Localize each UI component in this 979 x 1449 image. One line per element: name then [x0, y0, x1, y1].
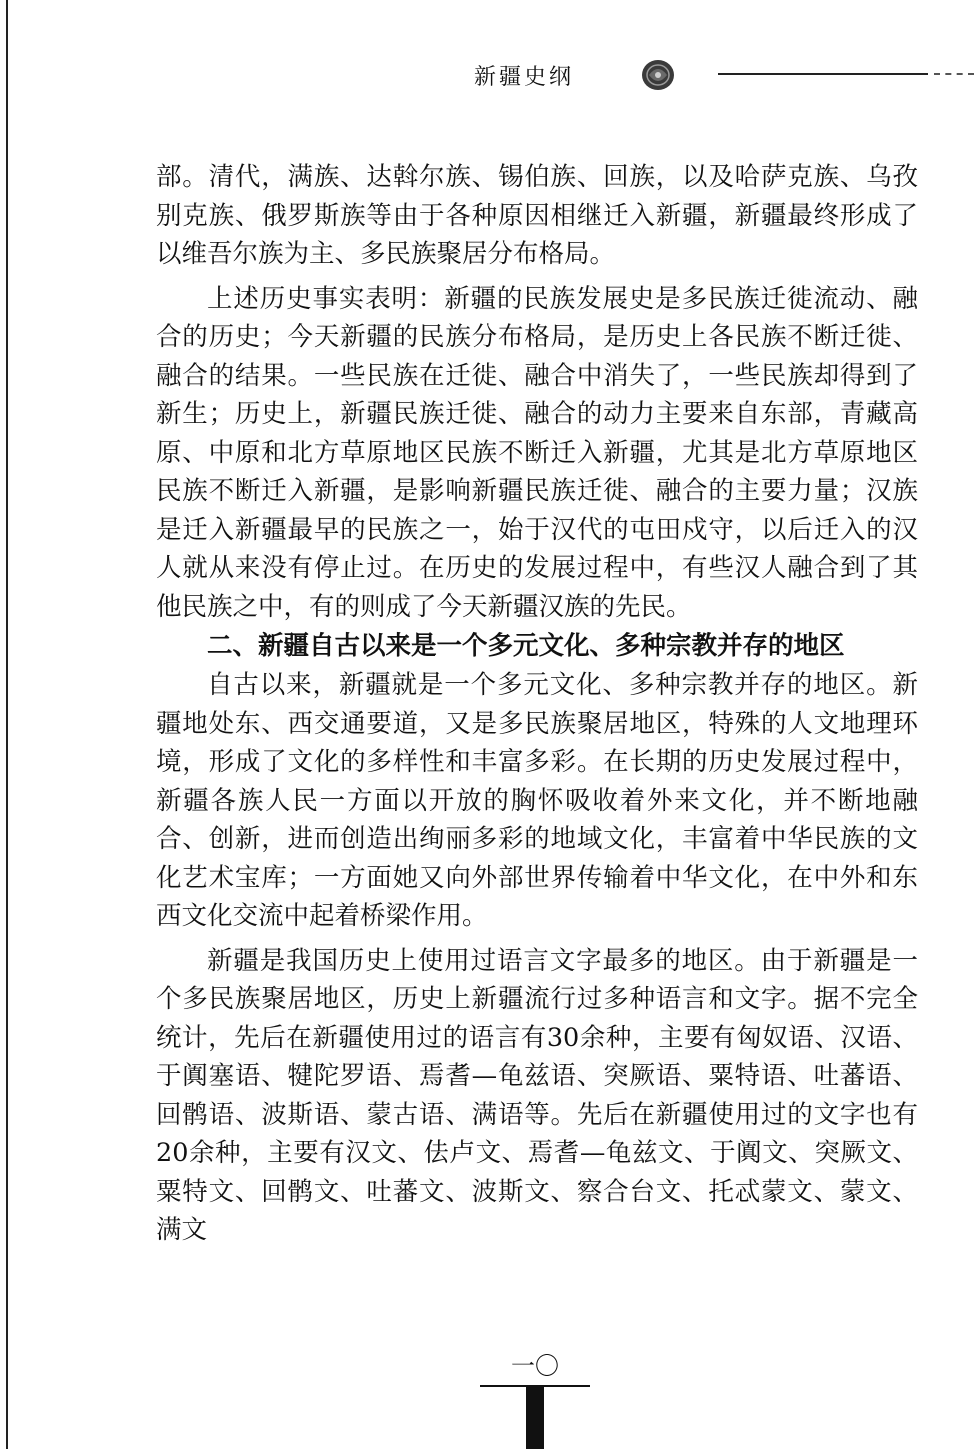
ornamental-emblem-icon	[640, 58, 676, 92]
page-footer	[480, 1352, 590, 1449]
running-header-title: 新疆史纲	[474, 65, 575, 90]
page-edge-rule	[6, 0, 8, 1449]
running-header	[0, 52, 979, 100]
header-rule	[718, 73, 928, 75]
main-text	[156, 158, 918, 1250]
section-heading: 二、新疆自古以来是一个多元文化、多种宗教并存的地区	[207, 631, 845, 661]
page-number: 一〇	[511, 1352, 559, 1380]
paragraph-2: 上述历史事实表明：新疆的民族发展史是多民族迁徙流动、融合的历史；今天新疆的民族分布格局，是历史上各民族不断迁徙、融合的结果。一些民族在迁徙、融合中消失了，一些民族却得到了新生；历史上，新疆民族迁徙、融合的动力主要来自东部，青藏高原、中原和北方草原地区民族不断迁入新疆，尤其是北方草原地区民族不断迁入新疆，是影响新疆民族迁徙、融合的主要力量；汉族是迁入新疆最早的民族之一，始于汉代的屯田戍守，以后迁入的汉人就从来没有停止过。在历史的发展过程中，有些汉人融合到了其他民族之中，有的则成了今天新疆汉族的先民。	[156, 283, 918, 622]
header-dash-rule	[934, 73, 974, 75]
footer-bar	[526, 1387, 544, 1449]
paragraph-3: 自古以来，新疆就是一个多元文化、多种宗教并存的地区。新疆地处东、西交通要道，又是多民族聚居地区，特殊的人文地理环境，形成了文化的多样性和丰富多彩。在长期的历史发展过程中，新疆各族人民一方面以开放的胸怀吸收着外来文化，并不断地融合、创新，进而创造出绚丽多彩的地域文化，丰富着中华民族的文化艺术宝库；一方面她又向外部世界传输着中华文化，在中外和东西文化交流中起着桥梁作用。	[156, 670, 918, 931]
paragraph-4: 新疆是我国历史上使用过语言文字最多的地区。由于新疆是一个多民族聚居地区，历史上新疆流行过多种语言和文字。据不完全统计，先后在新疆使用过的语言有30余种，主要有匈奴语、汉语、于阗塞语、犍陀罗语、焉耆—龟兹语、突厥语、粟特语、吐蕃语、回鹘语、波斯语、蒙古语、满语等。先后在新疆使用过的文字也有20余种，主要有汉文、佉卢文、焉耆—龟兹文、于阗文、突厥文、粟特文、回鹘文、吐蕃文、波斯文、察合台文、托忒蒙文、蒙文、满文	[156, 945, 918, 1245]
paragraph-1: 部。清代，满族、达斡尔族、锡伯族、回族，以及哈萨克族、乌孜别克族、俄罗斯族等由于各种原因相继迁入新疆，新疆最终形成了以维吾尔族为主、多民族聚居分布格局。	[156, 162, 918, 269]
